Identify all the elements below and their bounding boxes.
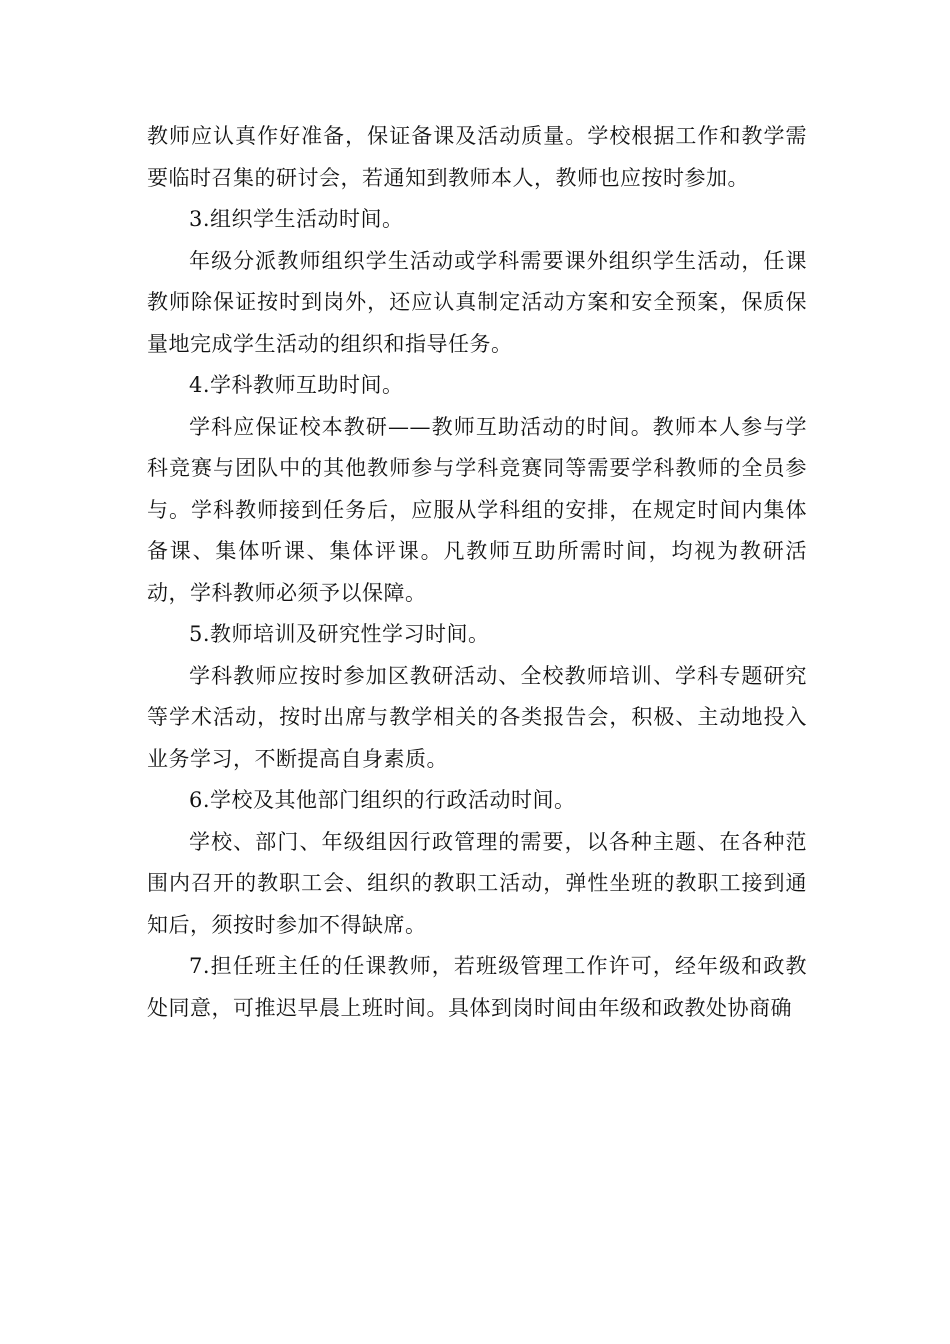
paragraph-training-study: 学科教师应按时参加区教研活动、全校教师培训、学科专题研究等学术活动，按时出席与教学相关的各类报告会，积极、主动地投入业务学习，不断提高自身素质。 [147,663,807,771]
heading-student-activity-time: 3.组织学生活动时间。 [189,207,404,231]
paragraph-student-activity: 年级分派教师组织学生活动或学科需要课外组织学生活动，任课教师除保证按时到岗外，还应认真制定活动方案和安全预案，保质保量地完成学生活动的组织和指导任务。 [147,248,807,356]
paragraph-administrative-activity: 学校、部门、年级组因行政管理的需要，以各种主题、在各种范围内召开的教职工会、组织的教职工活动，弹性坐班的教职工接到通知后，须按时参加不得缺席。 [147,829,807,937]
paragraph-head-teacher-rule: 7.担任班主任的任课教师，若班级管理工作许可，经年级和政教处同意，可推迟早晨上班时间。具体到岗时间由年级和政教处协商确 [147,954,807,1020]
paragraph-prep-quality: 教师应认真作好准备，保证备课及活动质量。学校根据工作和教学需要临时召集的研讨会，若通知到教师本人，教师也应按时参加。 [147,124,807,190]
document-body [147,116,807,1029]
heading-teacher-mutual-aid-time: 4.学科教师互助时间。 [189,373,404,397]
heading-administrative-activity-time: 6.学校及其他部门组织的行政活动时间。 [189,788,576,812]
paragraph-teacher-mutual-aid: 学科应保证校本教研——教师互助活动的时间。教师本人参与学科竞赛与团队中的其他教师参与学科竞赛同等需要学科教师的全员参与。学科教师接到任务后，应服从学科组的安排，在规定时间内集体备课、集体听课、集体评课。凡教师互助所需时间，均视为教研活动，学科教师必须予以保障。 [147,414,807,605]
heading-training-study-time: 5.教师培训及研究性学习时间。 [189,622,490,646]
